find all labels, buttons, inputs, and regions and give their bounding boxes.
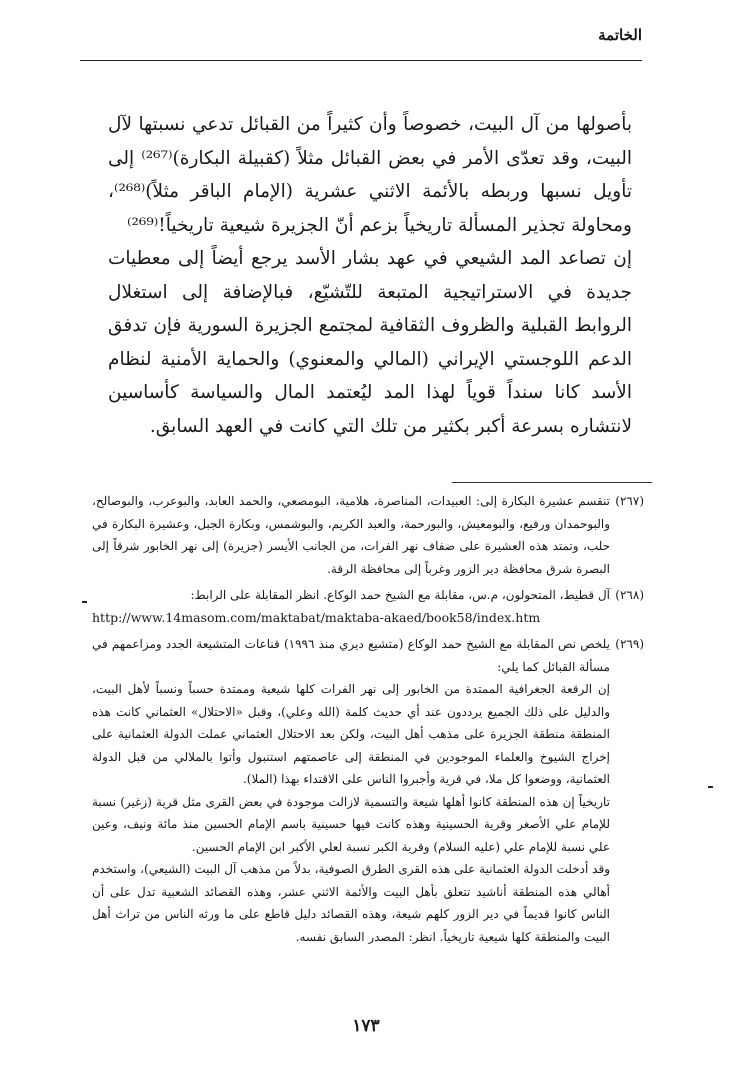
body-paragraph: إن تصاعد المد الشيعي في عهد بشار الأسد يرجع أيضاً إلى معطيات جديدة في الاستراتيجية المتبعة للتّشيّع، فبالإضافة إلى استغلال الروابط القبلية والظروف الثقافية لمجتمع الجزيرة السورية فإن تدفق الدعم اللوجستي الإيراني (المالي والمعنوي) والحماية الأمنية لنظام الأسد كانا سنداً قوياً لهذا المد ليُعتمد المال والسياسة كأساسين لانتشاره بسرعة أكبر بكثير من تلك التي كانت في العهد السابق.	[108, 248, 632, 437]
footnote-269	[92, 633, 644, 948]
footnote-267	[92, 490, 644, 580]
main-text	[108, 108, 632, 443]
page-number: ١٧٣	[352, 1016, 380, 1036]
footnote-link[interactable]: http://www.14masom.com/maktabat/maktaba-akaed/book58/index.htm	[92, 609, 541, 625]
footnote-268	[92, 584, 644, 629]
footnote-text: تنقسم عشيرة البكارة إلى: العبيدات، المناصرة، هلامية، البومصعي، والحمد العابد، والبوعرب، والبوصالح، والبوحمدان ورفيع، والبومعيش، والبورحمة، والعبد الكريم، والبوشمس، وبكارة الجبل، وعشيرة البكارة في حلب، وتمتد هذه العشيرة على ضفاف نهر الفرات، من الجانب الأيسر (جزيرة) إلى نهر الخابور شرقاً إلى البصرة شرق محافظة دير الزور وغرباً إلى محافظة الرقة.	[92, 494, 610, 576]
footnote-separator	[452, 482, 652, 483]
running-head: الخاتمة	[598, 26, 642, 44]
footnote-text: وقد أدخلت الدولة العثمانية على هذه القرى الطرق الصوفية، بدلاً من مذهب آل البيت (الشيعي)، واستخدم أهالي هذه المنطقة أناشيد تتعلق بأهل البيت والأئمة الاثني عشر، وهذه القصائد الشعبية تدل على أن الناس كانوا قديماً في دير الزور كلهم شيعة، وهذه القصائد دليل قاطع على ما ورثه الناس من تراث أهل البيت والمنطقة كلها شيعية تاريخياً. انظر: المصدر السابق نفسه.	[92, 862, 610, 944]
footnotes	[92, 490, 644, 952]
footnote-number: (٢٦٧)	[615, 494, 644, 508]
footnote-number: (٢٦٩)	[615, 637, 644, 651]
footnote-text: إن الرقعة الجغرافية الممتدة من الخابور إلى نهر الفرات كلها شيعية وممتدة حسباً ونسباً لأهل البيت، والدليل على ذلك الجميع يرددون عند أي حديث كلمة (الله وعلي)، وقبل «الاحتلال» العثماني كانت هذه المنطقة منطقة الجزيرة على مذهب أهل البيت، ولكن بعد الاحتلال العثماني عملت الدولة العثمانية على إخراج الشيوخ والعلماء الموجودين في المنطقة إلى عاصمتهم استنبول وأتوا بالملالي من قبل الدولة العثمانية، ووضعوا كل ملا، في قرية وأجبروا الناس على الاقتداء بهذا (الملا).	[92, 682, 610, 786]
margin-mark	[82, 601, 87, 603]
footnote-text: آل قطيط، المتحولون، م.س، مقابلة مع الشيخ حمد الوكاع. انظر المقابلة على الرابط:	[190, 588, 610, 602]
footnote-text: يلخص نص المقابلة مع الشيخ حمد الوكاع (متشيع ديري منذ ١٩٩٦) قناعات المتشيعة الجدد ومزاعمهم في مسألة القبائل كما يلي:	[92, 637, 610, 674]
margin-mark	[708, 786, 713, 788]
body-paragraph: بأصولها من آل البيت، خصوصاً وأن كثيراً من القبائل تدعي نسبتها لآل البيت، وقد تعدّى الأمر في بعض القبائل مثلاً (كقبيلة البكارة)⁽²⁶⁷⁾ إلى تأويل نسبها وربطه بالأئمة الاثني عشرية (الإمام الباقر مثلاً)⁽²⁶⁸⁾، ومحاولة تجذير المسألة تاريخياً بزعم أنّ الجزيرة شيعية تاريخياً!⁽²⁶⁹⁾	[108, 114, 632, 236]
footnote-number: (٢٦٨)	[615, 588, 644, 602]
header-rule	[80, 60, 642, 61]
footnote-text: تاريخياً إن هذه المنطقة كانوا أهلها شيعة والتسمية لازالت موجودة في بعض القرى مثل قرية (زغير) نسبة للإمام علي الأصغر وقرية الحسينية وهذه كانت فيها حسينية باسم الإمام الحسين منذ مائة ونيف، وعين علي نسبة للإمام علي (عليه السلام) وقرية الكبر نسبة لعلي الأكبر ابن الإمام الحسين.	[92, 794, 610, 854]
